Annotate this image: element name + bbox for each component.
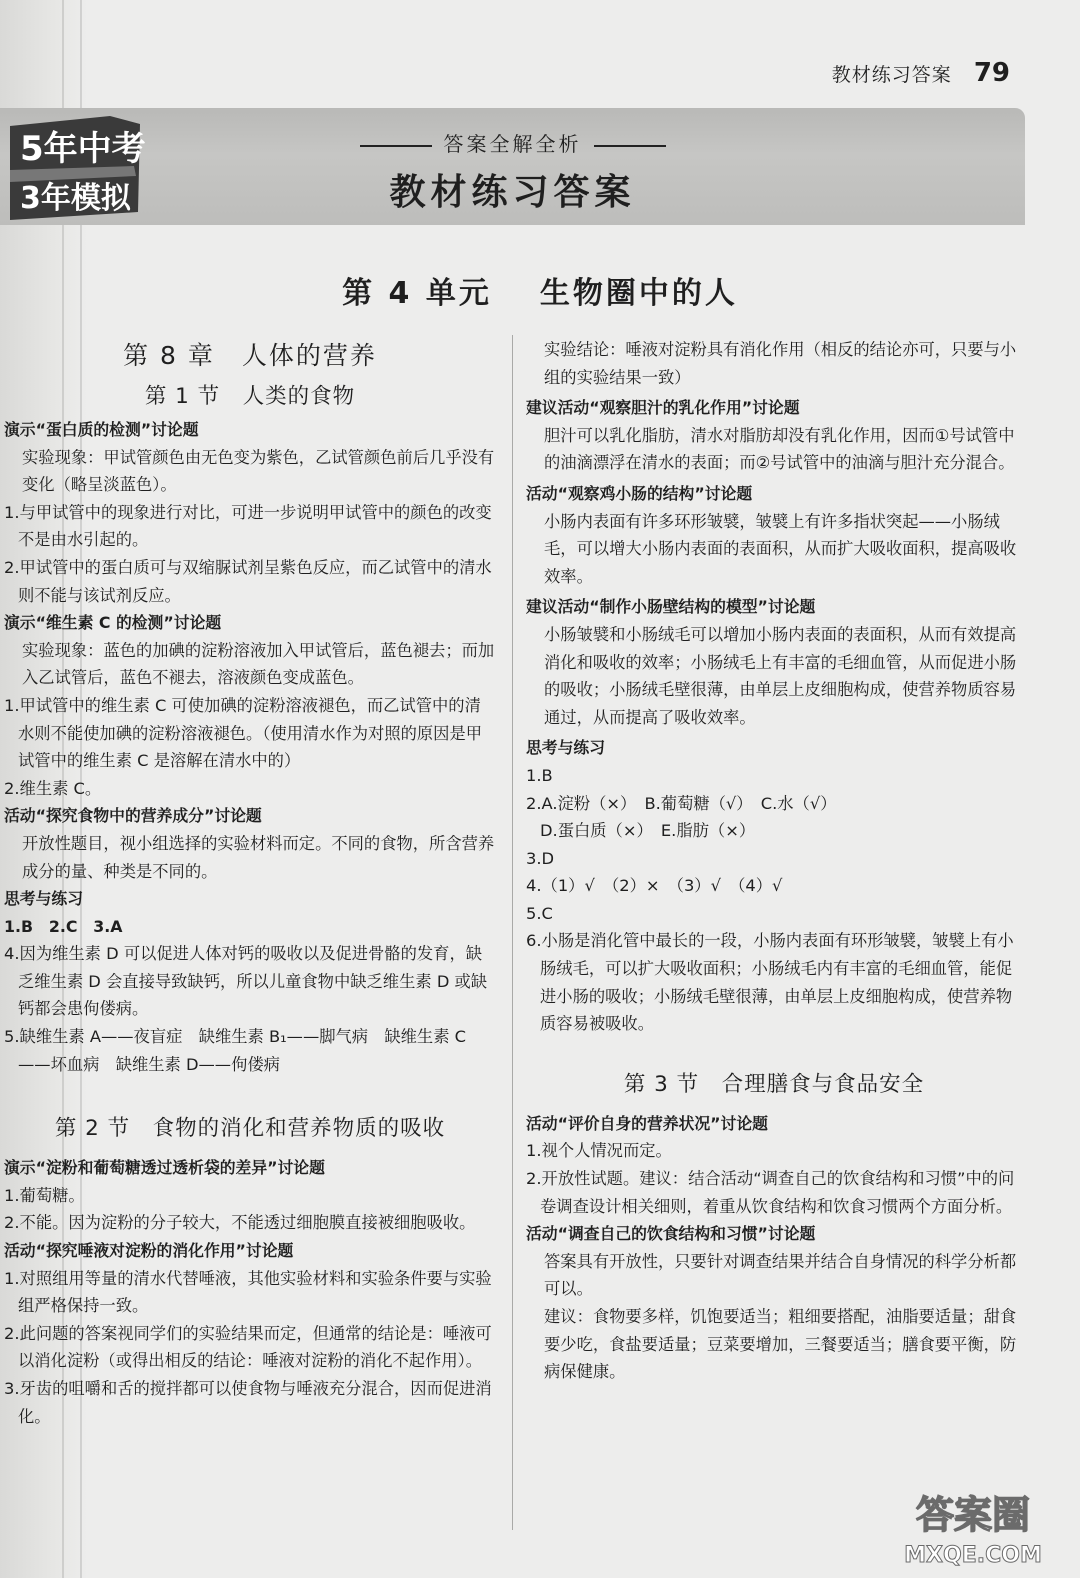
right-column: [526, 336, 1022, 1386]
column-divider: [512, 335, 513, 1530]
answer-item: 2.不能。因为淀粉的分子较大，不能透过细胞膜直接被细胞吸收。: [4, 1213, 476, 1233]
question-heading: 活动“探究唾液对淀粉的消化作用”讨论题: [4, 1241, 294, 1261]
answer-item: 2.开放性试题。建议：结合活动“调查自己的饮食结构和习惯”中的问卷调查设计相关细则，着重从饮食结构和饮食习惯两个方面分析。: [526, 1169, 1015, 1216]
answer-item: 4.因为维生素 D 可以促进人体对钙的吸收以及促进骨骼的发育，缺乏维生素 D 会直接导致缺钙，所以儿童食物中缺乏维生素 D 或缺钙都会患佝偻病。: [4, 944, 488, 1019]
question-heading: 演示“淀粉和葡萄糖透过透析袋的差异”讨论题: [4, 1158, 325, 1178]
answer-text: 胆汁可以乳化脂肪，清水对脂肪却没有乳化作用，因而①号试管中的油滴漂浮在清水的表面；而②号试管中的油滴与胆汁充分混合。: [544, 425, 1015, 473]
question-heading: 建议活动“制作小肠壁结构的模型”讨论题: [526, 597, 816, 617]
answer-text: 开放性题目，视小组选择的实验材料而定。不同的食物，所含营养成分的量、种类是不同的。: [22, 833, 495, 881]
answer-item: 6.小肠是消化管中最长的一段，小肠内表面有环形皱襞，皱襞上有小肠绒毛，可以扩大吸收面积；小肠绒毛内有丰富的毛细血管，能促进小肠的吸收；小肠绒毛壁很薄，由单层上皮细胞构成，使营养物质容易被吸收。: [526, 931, 1014, 1034]
unit-title: [0, 268, 1080, 312]
watermark-line-1: 答案圈: [915, 1493, 1031, 1537]
answer-text: 小肠内表面有许多环形皱襞，皱襞上有许多指状突起——小肠绒毛，可以增大小肠内表面的表面积，从而扩大吸收面积，提高吸收效率。: [544, 511, 1017, 586]
unit-name: 生物圈中的人: [539, 276, 738, 311]
answer-item: 1.视个人情况而定。: [526, 1141, 672, 1161]
answer-item: 1.甲试管中的维生素 C 可使加碘的淀粉溶液褪色，而乙试管中的清水则不能使加碘的淀粉溶液褪色。（使用清水作为对照的原因是甲试管中的维生素 C 是溶解在清水中的）: [4, 695, 483, 771]
running-head-text: 教材练习答案: [831, 64, 952, 86]
question-heading: 活动“评价自身的营养状况”讨论题: [526, 1113, 768, 1133]
logo-line-1: 5年中考: [20, 129, 146, 169]
answer-item: 1.葡萄糖。: [4, 1185, 85, 1205]
answer-item-continued: D.蛋白质（×） E.脂肪（×）: [540, 821, 756, 841]
banner-title: 教材练习答案: [389, 172, 636, 213]
answer-item: 1.对照组用等量的清水代替唾液，其他实验材料和实验条件要与实验组严格保持一致。: [4, 1268, 492, 1316]
exercise-heading: 思考与练习: [4, 889, 83, 909]
answer-text: 实验现象：蓝色的加碘的淀粉溶液加入甲试管后，蓝色褪去；而加入乙试管后，蓝色不褪去，溶液颜色变成蓝色。: [22, 640, 495, 688]
answer-item: 1.B 2.C 3.A: [4, 916, 123, 936]
section-title-1: 第 1 节 人类的食物: [144, 384, 356, 409]
answer-item: 1.与甲试管中的现象进行对比，可进一步说明甲试管中的颜色的改变不是由水引起的。: [4, 502, 492, 550]
section-title-2: 第 2 节 食物的消化和营养物质的吸收: [54, 1116, 446, 1142]
site-watermark: [878, 1482, 1068, 1572]
answer-text: 建议：食物要多样，饥饱要适当；粗细要搭配，油脂要适量；甜食要少吃，食盐要适量；豆菜要增加，三餐要适当；膳食要平衡，防病保健康。: [544, 1307, 1017, 1382]
answer-item: 5.C: [526, 903, 553, 923]
running-header: [832, 58, 1010, 88]
section-title-3: 第 3 节 合理膳食与食品安全: [623, 1071, 925, 1097]
question-heading: 建议活动“观察胆汁的乳化作用”讨论题: [526, 398, 800, 418]
page-number: 79: [973, 58, 1010, 88]
answer-item: 4.（1）√ （2）× （3）√ （4）√: [526, 876, 783, 896]
answer-item: 3.D: [526, 848, 555, 868]
answer-item: 2.维生素 C。: [4, 778, 102, 798]
answer-item: 5.缺维生素 A——夜盲症 缺维生素 B₁——脚气病 缺维生素 C——坏血病 缺维生素 D——佝偻病: [4, 1027, 467, 1074]
section-banner: [0, 108, 1025, 225]
banner-subtitle: 答案全解全析: [0, 128, 1025, 157]
answer-text: 实验结论：唾液对淀粉具有消化作用（相反的结论亦可，只要与小组的实验结果一致）: [544, 340, 1017, 387]
answer-text: 实验现象：甲试管颜色由无色变为紫色，乙试管颜色前后几乎没有变化（略呈淡蓝色）。: [22, 447, 495, 495]
question-heading: 活动“探究食物中的营养成分”讨论题: [4, 806, 262, 826]
answer-item: 1.B: [526, 765, 553, 785]
answer-item: 2.此问题的答案视同学们的实验结果而定，但通常的结论是：唾液可以消化淀粉（或得出相反的结论：唾液对淀粉的消化不起作用）。: [4, 1323, 492, 1371]
answer-item: 2.甲试管中的蛋白质可与双缩脲试剂呈紫色反应，而乙试管中的清水则不能与该试剂反应。: [4, 557, 492, 605]
answer-item: 2.A.淀粉（×） B.葡萄糖（√） C.水（√）: [526, 793, 837, 813]
left-column: [4, 336, 496, 1430]
answer-text: 小肠皱襞和小肠绒毛可以增加小肠内表面的表面积，从而有效提高消化和吸收的效率；小肠绒毛上有丰富的毛细血管，从而促进小肠的吸收；小肠绒毛壁很薄，由单层上皮细胞构成，使营养物质容易通过，从而提高了吸收效率。: [544, 624, 1017, 727]
question-heading: 活动“调查自己的饮食结构和习惯”讨论题: [526, 1224, 816, 1244]
answer-item: 3.牙齿的咀嚼和舌的搅拌都可以使食物与唾液充分混合，因而促进消化。: [4, 1379, 492, 1426]
exercise-heading: 思考与练习: [526, 738, 605, 758]
question-heading: 演示“维生素 C 的检测”讨论题: [4, 613, 222, 633]
unit-number: 第 4 单元: [342, 276, 492, 311]
answer-text: 答案具有开放性，只要针对调查结果并结合自身情况的科学分析都可以。: [544, 1251, 1017, 1299]
logo-line-2: 3年模拟: [20, 181, 131, 216]
chapter-title: 第 8 章 人体的营养: [123, 341, 377, 370]
question-heading: 演示“蛋白质的检测”讨论题: [4, 420, 199, 439]
question-heading: 活动“观察鸡小肠的结构”讨论题: [526, 483, 753, 503]
watermark-line-2: MXQE.COM: [904, 1543, 1042, 1568]
